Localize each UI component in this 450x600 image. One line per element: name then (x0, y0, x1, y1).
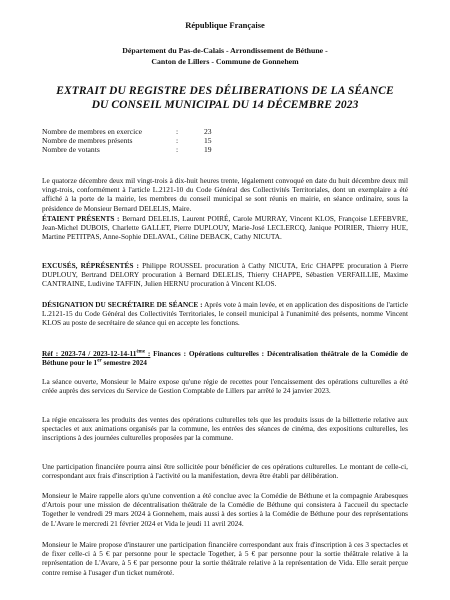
excuses-heading: EXCUSÉS, RÉPRÉSENTÉS : (42, 261, 139, 270)
secretary-paragraph (42, 300, 408, 328)
subject-suffix: er (97, 358, 102, 364)
presents-list: Bernard DELELIS, Laurent POIRÉ, Carole MURRAY, Vincent KLOS, Françoise LEFEBVRE, Jean-Michel DUBOIS, Charlette GALLET, Pierre DUPLOUY, Marie-José LECLERCQ, Janique POIRIER, Thierry HUE, Martine PETITPAS, Anne-Sophie DELAVAL, Céline DEBACK, Cathy NICUTA. (42, 214, 408, 242)
deliberation-heading (42, 349, 408, 367)
excuses-paragraph (42, 261, 408, 289)
count-row (42, 136, 408, 145)
count-value: 23 (204, 127, 212, 136)
count-label: Nombre de membres en exercice (42, 127, 142, 136)
body-paragraph: La séance ouverte, Monsieur le Maire expose qu'une régie de recettes pour l'encaissement des opérations culturelles a été créée auprès des services du Service de Gestion Comptable de Lillers par arrêté le 24 janvier 2023. (42, 377, 408, 396)
count-label: Nombre de membres présents (42, 136, 133, 145)
canton-commune-line: Canton de Lillers - Commune de Gonnehem (151, 57, 299, 66)
secretary-text: Après vote à main levée, et en application des dispositions de l'article L.2121-15 du Code Général des Collectivités Territoriales, le conseil municipal à l'unanimité des présents, nomme Vincent KLOS au poste de secrétaire de séance qui en accepte les fonctions. (42, 300, 408, 328)
subject-end: semestre 2024 (101, 358, 147, 368)
count-colon: : (176, 127, 179, 136)
presents-paragraph (42, 214, 408, 242)
member-counts (42, 127, 408, 154)
body-paragraph: La régie encaissera les produits des ventes des opérations culturelles tels que les produits issus de la billetterie relative aux spectacles et aux animations organisés par la commune, les entrées des séances de cinéma, des expositions culturelles, les inscriptions à des journées culturelles proposées par la commune. (42, 415, 408, 443)
count-value: 15 (204, 136, 212, 145)
count-colon: : (176, 136, 179, 145)
republic-heading: République Française (185, 20, 265, 30)
document-title (42, 84, 408, 112)
body-paragraph: Monsieur le Maire propose d'instaurer une participation financière correspondant aux frais d'inscription à ces 3 spectacles et de fixer celle-ci à 5 € par personne pour le spectacle Together, à 5 € par personne pour la sortie théâtrale relative à la représentation de L'Avare, à 5 € par personne pour la sortie théâtrale relative à la représentation de Vida. Elle serait perçue contre remise à l'usager d'un ticket numéroté. (42, 540, 408, 577)
convocation-paragraph: Le quatorze décembre deux mil vingt-trois à dix-huit heures trente, légalement convoqué en date du huit décembre deux mil vingt-trois, conformément à l'article L.2121-10 du Code Général des Collectivités Territoriales, dont un exemplaire a été affiché à la porte de la mairie, les membres du conseil municipal se sont réunis en mairie, en séance ordinaire, sous la présidence de Monsieur Bernard DELELIS, Maire. (42, 176, 408, 213)
ref-number: Réf : 2023-74 / 2023-12-14-11 (42, 349, 137, 358)
excuses-list: Philippe ROUSSEL procuration à Cathy NICUTA, Eric CHAPPE procuration à Pierre DUPLOUY, Bertrand DELORY procuration à Bernard DELELIS, Thierry CHAPPE, Sébastien VERFAILLIE, Maxime CANTRAINE, Ludivine TAFFIN, Julien HERNU procuration à Vincent KLOS. (42, 261, 409, 289)
department-line: Département du Pas-de-Calais - Arrondissement de Béthune - (122, 46, 328, 55)
count-value: 19 (204, 145, 212, 154)
presents-heading: ÉTAIENT PRÉSENTS : (42, 214, 120, 223)
secretary-heading: DÉSIGNATION DU SECRÉTAIRE DE SÉANCE : (42, 300, 203, 309)
subject-text: Finances : Opérations culturelles : Décentralisation théâtrale de la Comédie de Béthune pour le 1 (42, 349, 408, 368)
count-label: Nombre de votants (42, 145, 100, 154)
body-paragraph: Monsieur le Maire rappelle alors qu'une convention a été conclue avec la Comédie de Béthune et la compagnie Arabesques d'Artois pour une mission de décentralisation théâtrale de la Comédie de Béthune qui consistera à l'accueil du spectacle Together le vendredi 29 mars 2024 à Gonnehem, mais aussi à des sorties à la Comédie de Béthune pour des représentations de L'Avare le mercredi 21 février 2024 et Vida le jeudi 11 avril 2024. (42, 491, 408, 528)
title-line-1: EXTRAIT DU REGISTRE DES DÉLIBERATIONS DE LA SÉANCE (56, 85, 394, 97)
ref-colon: : (145, 349, 151, 358)
body-paragraph: Une participation financière pourra ainsi être sollicitée pour bénéficier de ces opérations culturelles. Le montant de celle-ci, correspondant aux frais d'inscription à l'activité ou la manifestation, devra être établi par délibération. (42, 462, 408, 481)
count-row (42, 127, 408, 136)
ref-suffix: ème (136, 349, 146, 355)
count-row (42, 145, 408, 154)
title-line-2: DU CONSEIL MUNICIPAL DU 14 DÉCEMBRE 2023 (91, 99, 359, 111)
deliberation-reference (42, 349, 150, 358)
count-colon: : (176, 145, 179, 154)
